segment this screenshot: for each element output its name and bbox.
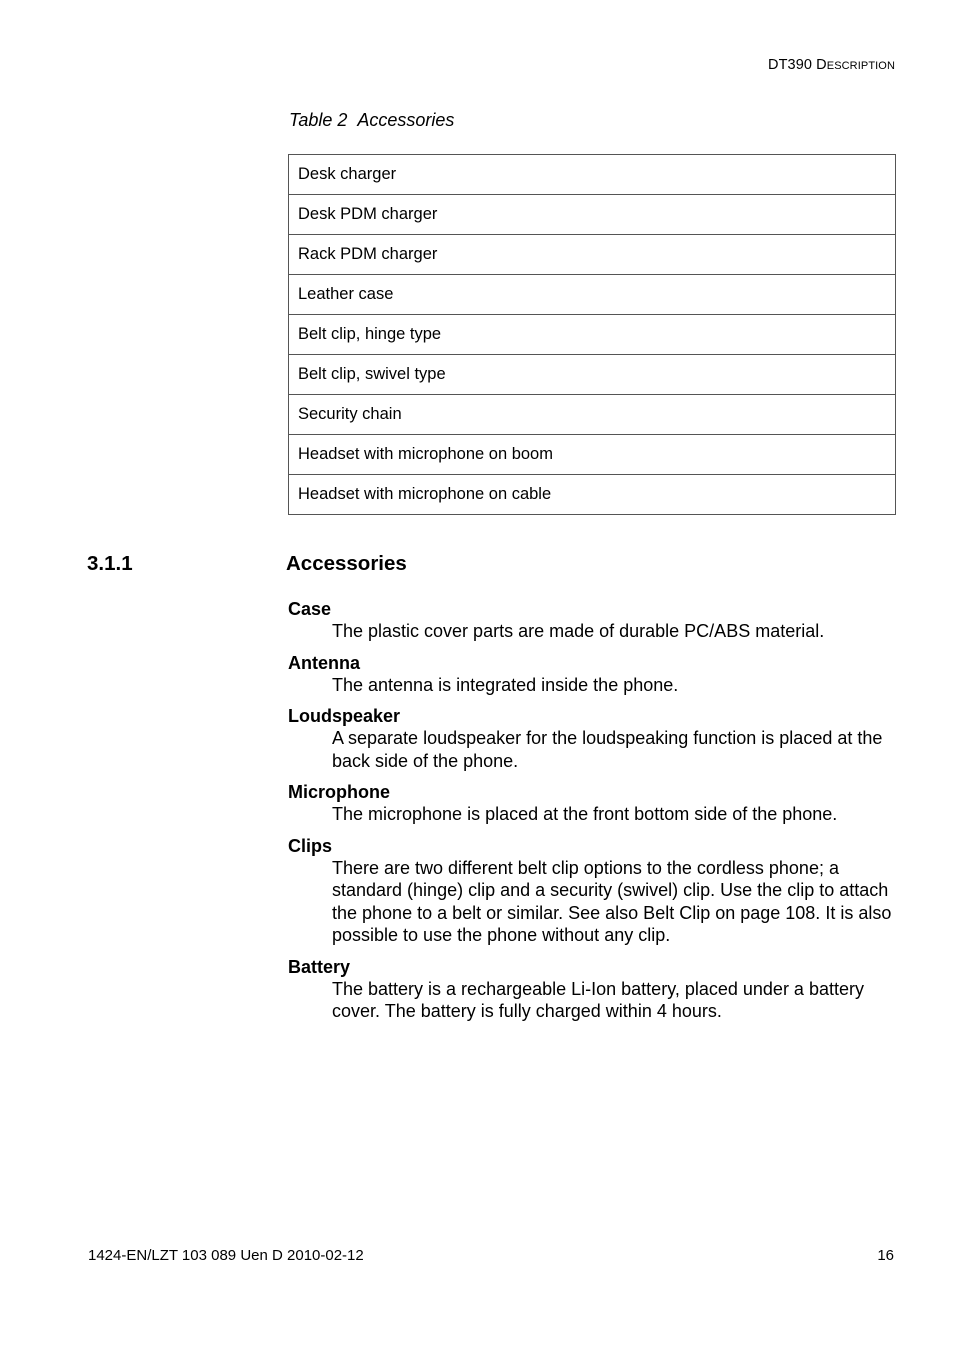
table-row — [289, 235, 896, 275]
definition-list — [288, 598, 898, 1032]
table-row — [289, 355, 896, 395]
term-battery: Battery — [288, 956, 351, 977]
footer-page-number: 16 — [877, 1247, 894, 1264]
table-cell: Headset with microphone on cable — [289, 475, 896, 515]
table-cell: Headset with microphone on boom — [289, 435, 896, 475]
description-case: The plastic cover parts are made of durable PC/ABS material. — [332, 621, 825, 641]
term-case: Case — [288, 599, 332, 619]
section-title: Accessories — [286, 552, 407, 575]
description-loudspeaker: A separate loudspeaker for the loudspeaking function is placed at the back side of the phone. — [332, 728, 883, 771]
running-header — [768, 57, 895, 73]
table-caption-label: Table 2 — [289, 110, 348, 130]
table-row — [289, 395, 896, 435]
table-row — [289, 195, 896, 235]
table-cell: Desk charger — [289, 155, 896, 195]
accessories-table — [288, 154, 896, 515]
table-row — [289, 435, 896, 475]
term-antenna: Antenna — [288, 652, 360, 673]
table-caption-title: Accessories — [357, 110, 455, 130]
header-rest: ESCRIPTION — [826, 60, 895, 72]
term-loudspeaker: Loudspeaker — [288, 706, 401, 726]
table-row — [289, 475, 896, 515]
table-row — [289, 315, 896, 355]
table-cell: Belt clip, swivel type — [289, 355, 896, 395]
description-microphone: The microphone is placed at the front bottom side of the phone. — [332, 804, 838, 824]
description-clips: There are two different belt clip options to the cordless phone; a standard (hinge) clip and a security (swivel) clip. Use the clip to attach the phone to a belt or similar. See also Belt Clip on page 108. It is also possible to use the phone without any clip. — [332, 857, 892, 945]
table-cell: Belt clip, hinge type — [289, 315, 896, 355]
table-row — [289, 155, 896, 195]
term-microphone: Microphone — [288, 782, 390, 802]
table-cell: Leather case — [289, 275, 896, 315]
term-clips: Clips — [288, 835, 333, 856]
description-battery: The battery is a rechargeable Li-Ion battery, placed under a battery cover. The battery is fully charged within 4 hours. — [332, 978, 864, 1021]
description-antenna: The antenna is integrated inside the phone. — [332, 674, 679, 695]
table-cell: Rack PDM charger — [289, 235, 896, 275]
footer-document-id: 1424-EN/LZT 103 089 Uen D 2010-02-12 — [88, 1247, 364, 1264]
table-cell: Security chain — [289, 395, 896, 435]
table-caption — [289, 110, 454, 131]
section-number: 3.1.1 — [87, 552, 133, 575]
table-cell: Desk PDM charger — [289, 195, 896, 235]
header-prefix: DT390 D — [768, 57, 827, 73]
table-row — [289, 275, 896, 315]
